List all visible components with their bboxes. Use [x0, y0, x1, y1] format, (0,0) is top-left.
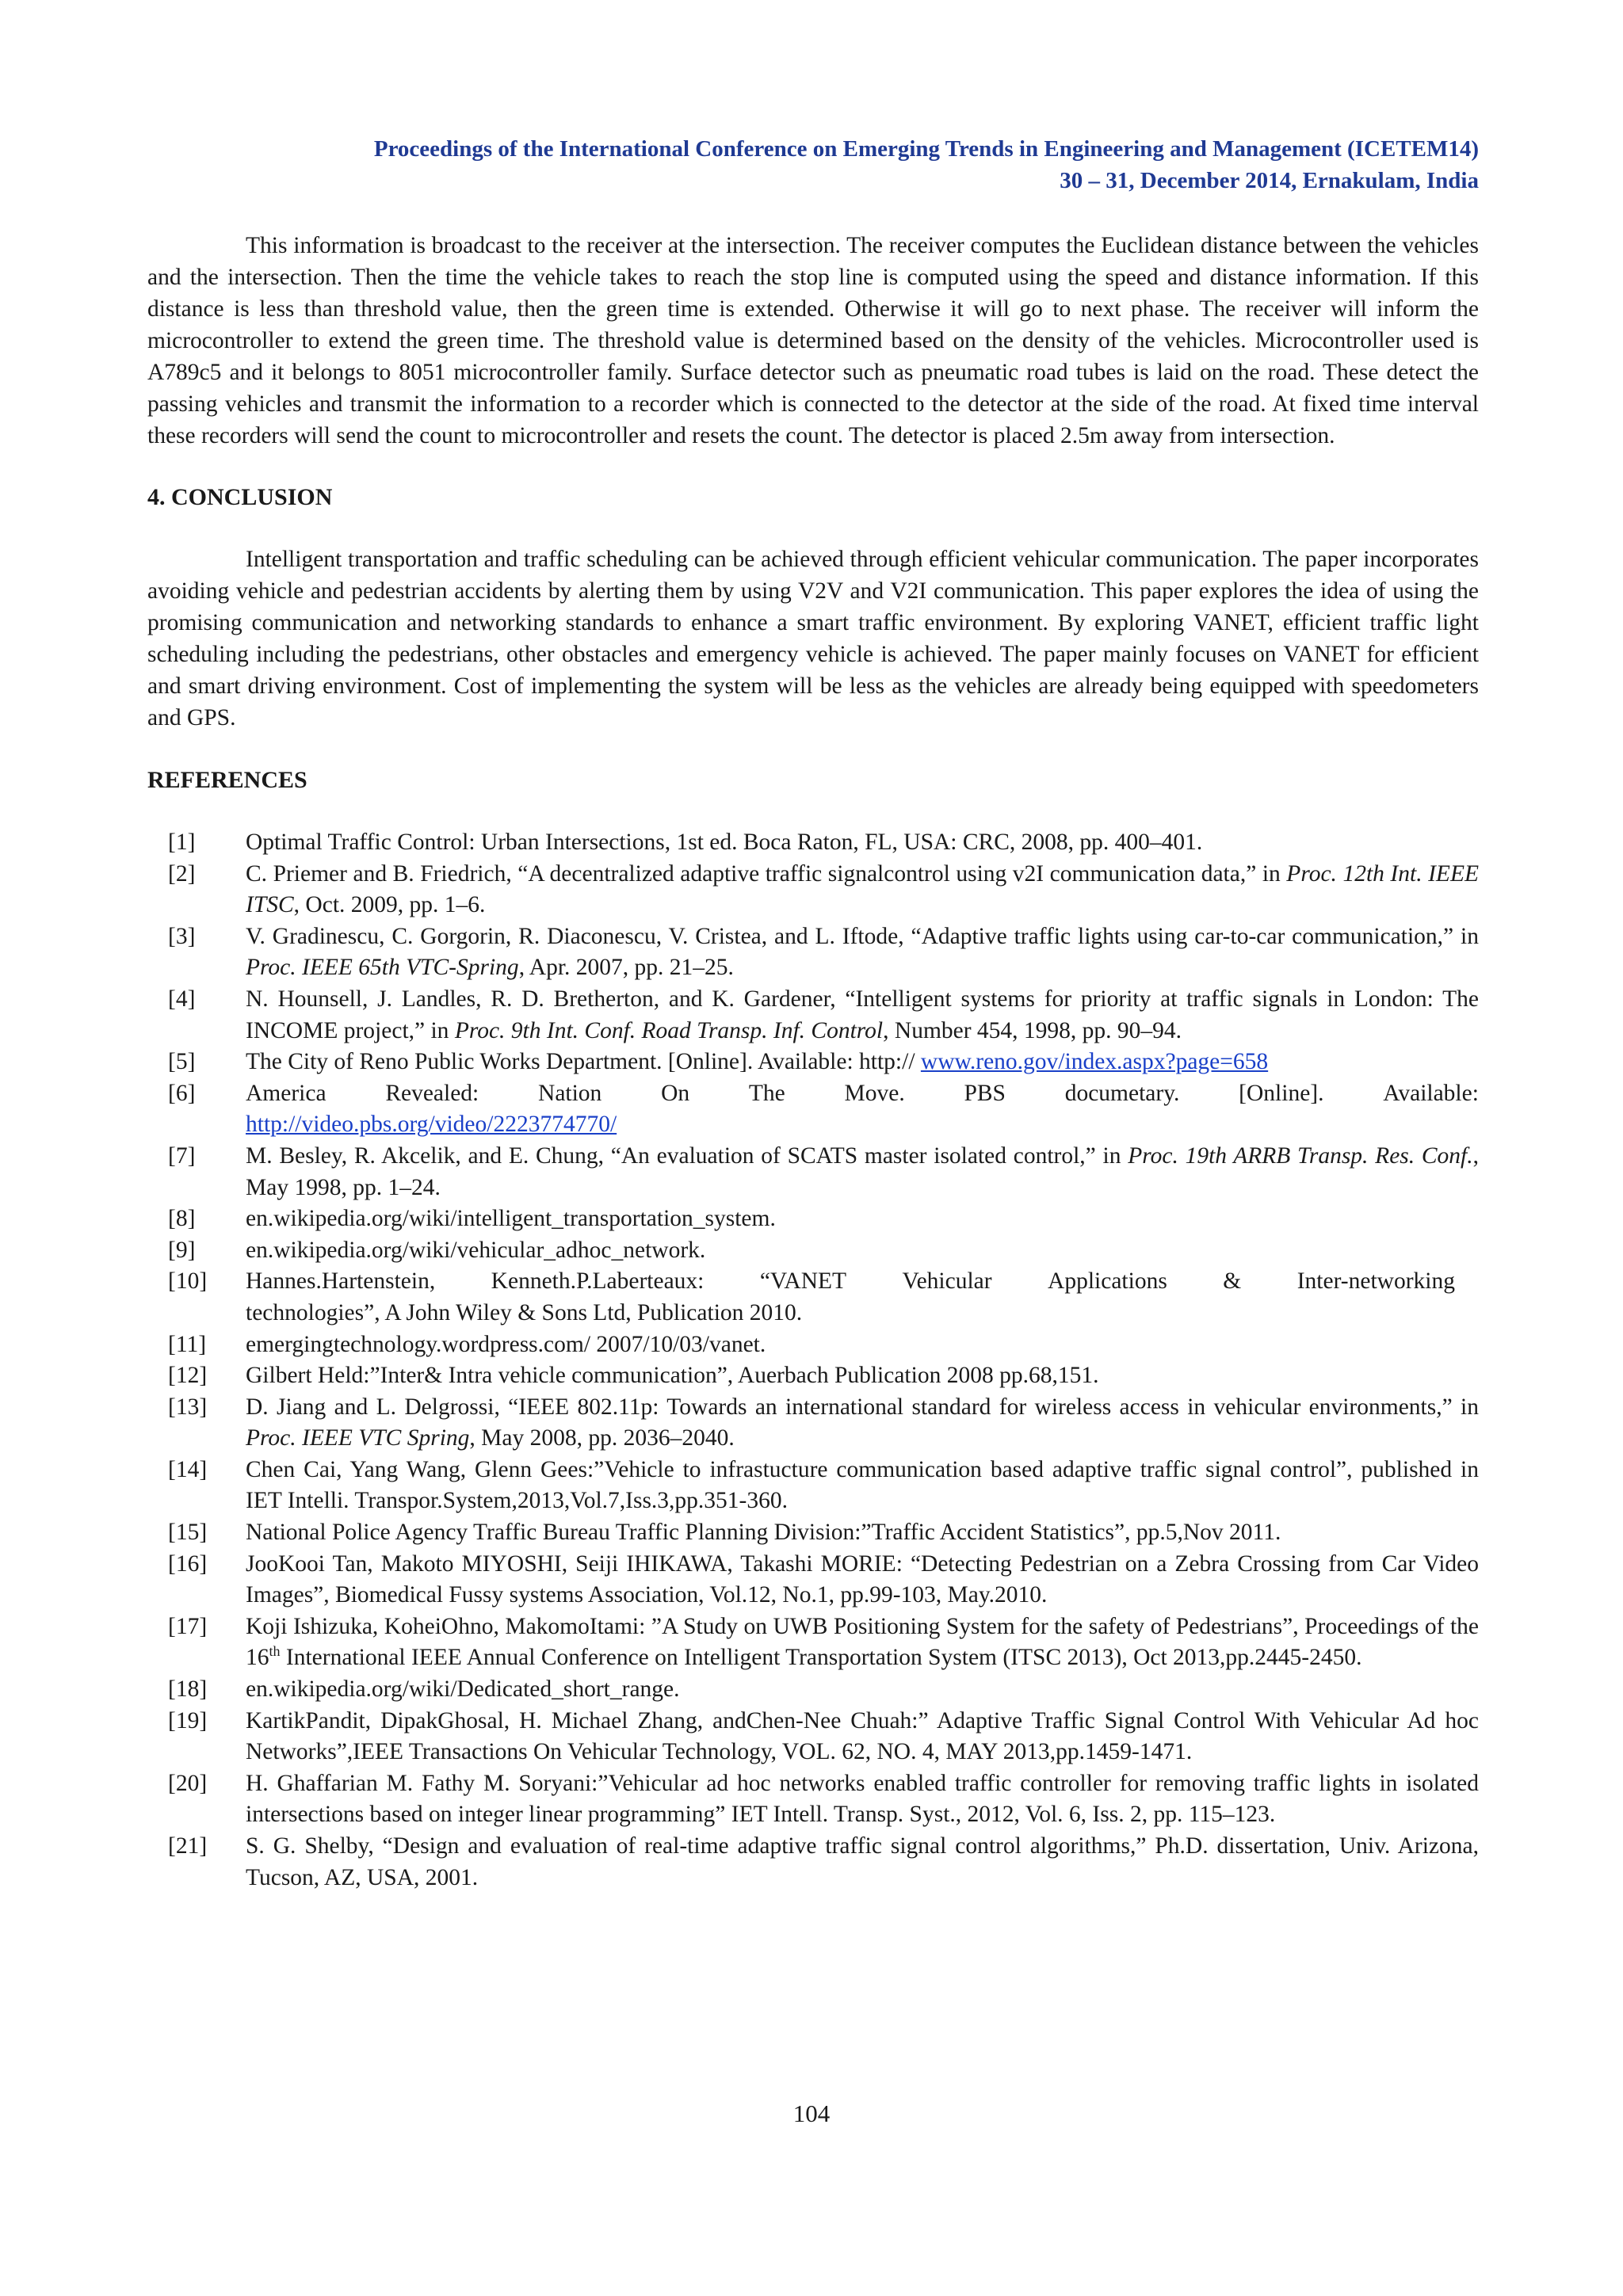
reference-item — [147, 1768, 1479, 1831]
reference-word: America — [246, 1080, 327, 1106]
reference-word: “VANET — [759, 1268, 847, 1295]
reference-authors-title: The City of Reno Public Works Department. [Online]. Available: http:// — [246, 1049, 921, 1075]
reference-item — [147, 1455, 1479, 1517]
reference-text — [246, 1049, 1268, 1074]
reference-text: KartikPandit, DipakGhosal, H. Michael Zhang, andChen-Nee Chuah:” Adaptive Traffic Signal Control With Vehicular Ad hoc Networks”,IEEE Transactions On Vehicular Technology, VOL. 62, NO. 4, MAY 2013,pp.1459-1471. — [246, 1707, 1479, 1765]
reference-number: [7] — [168, 1142, 196, 1169]
reference-number: [19] — [168, 1707, 208, 1733]
reference-text: Chen Cai, Yang Wang, Glenn Gees:”Vehicle to infrastucture communication based adaptive traffic signal control”, published in IET Intelli. Transpor.System,2013,Vol.7,Iss.3,pp.351-360. — [246, 1456, 1479, 1514]
reference-text: emergingtechnology.wordpress.com/ 2007/10/03/vanet. — [246, 1331, 766, 1357]
reference-text: National Police Agency Traffic Bureau Traffic Planning Division:”Traffic Accident Statistics”, pp.5,Nov 2011. — [246, 1520, 1281, 1546]
reference-word: & — [1223, 1268, 1242, 1295]
reference-authors-title: D. Jiang and L. Delgrossi, “IEEE 802.11p: Towards an international standard for wireless access in vehicular environments,” in — [246, 1394, 1479, 1420]
reference-details: , May 2008, pp. 2036–2040. — [469, 1425, 735, 1451]
reference-item — [147, 984, 1479, 1047]
reference-item — [147, 1078, 1479, 1141]
reference-item — [147, 1203, 1479, 1235]
reference-word: [Online]. — [1239, 1080, 1324, 1106]
reference-item — [147, 827, 1479, 859]
reference-text: Optimal Traffic Control: Urban Intersections, 1st ed. Boca Raton, FL, USA: CRC, 2008, pp. 400–401. — [246, 830, 1203, 855]
reference-word: Vehicular — [902, 1268, 992, 1295]
reference-details: , May 1998, pp. 1–24. — [246, 1142, 1480, 1200]
reference-authors-title: Koji Ishizuka, KoheiOhno, MakomoItami: ”A Study on UWB Positioning System for the safety of Pedestrians”, Proceedings of the 16 — [246, 1613, 1479, 1671]
reference-item — [147, 1706, 1479, 1768]
reference-word: Inter-networking — [1296, 1268, 1455, 1295]
reference-item — [147, 1266, 1479, 1329]
reference-word: Applications — [1048, 1268, 1167, 1295]
reference-details: , Number 454, 1998, pp. 90–94. — [883, 1017, 1182, 1043]
reference-item — [147, 1047, 1479, 1078]
reference-spread-line — [246, 1266, 1479, 1298]
reference-text — [246, 1143, 1479, 1200]
reference-word: documetary. — [1064, 1080, 1180, 1106]
reference-word: Nation — [538, 1080, 602, 1106]
reference-authors-title: C. Priemer and B. Friedrich, “A decentralized adaptive traffic signalcontrol using v2I communication data,” in — [246, 860, 1287, 887]
paper-page — [147, 133, 1479, 1894]
reference-text — [246, 924, 1479, 981]
reference-item — [147, 1611, 1479, 1674]
reference-number: [20] — [168, 1770, 208, 1796]
reference-text: en.wikipedia.org/wiki/vehicular_adhoc_network. — [246, 1237, 706, 1263]
reno-link[interactable]: www.reno.gov/index.aspx?page=658 — [920, 1049, 1269, 1075]
reference-spread-line — [246, 1078, 1479, 1110]
reference-authors-title: N. Hounsell, J. Landles, R. D. Bretherton, and K. Gardener, “Intelligent systems for priority at traffic signals in London: The INCOME project,” in — [246, 986, 1479, 1043]
reference-venue: Proc. 12th Int. IEEE ITSC — [246, 860, 1479, 918]
reference-number: [4] — [168, 986, 196, 1012]
reference-number: [18] — [168, 1676, 208, 1703]
reference-authors-title: V. Gradinescu, C. Gorgorin, R. Diaconescu, V. Cristea, and L. Iftode, “Adaptive traffic lights using car-to-car communication,” in — [246, 923, 1479, 949]
reference-authors-title: M. Besley, R. Akcelik, and E. Chung, “An evaluation of SCATS master isolated control,” in — [246, 1142, 1128, 1169]
reference-text: S. G. Shelby, “Design and evaluation of real-time adaptive traffic signal control algorithms,” Ph.D. dissertation, Univ. Arizona, Tucson, AZ, USA, 2001. — [246, 1833, 1479, 1890]
reference-text — [246, 1266, 1479, 1329]
body-paragraph-1: This information is broadcast to the receiver at the intersection. The receiver computes the Euclidean distance between the vehicles and the intersection. Then the time the vehicle takes to reach the stop line is computed using the speed and distance information. If this distance is less than threshold value, then the green time is extended. Otherwise it will go to next phase. The receiver will inform the microcontroller to extend the green time. The threshold value is determined based on the density of the vehicles. Microcontroller used is A789c5 and it belongs to 8051 microcontroller family. Surface detector such as pneumatic road tubes is laid on the road. These detect the passing vehicles and transmit the information to a recorder which is connected to the detector at the side of the road. At fixed time interval these recorders will send the count to microcontroller and resets the count. The detector is placed 2.5m away from intersection. — [147, 233, 1479, 448]
reference-text: en.wikipedia.org/wiki/Dedicated_short_range. — [246, 1676, 680, 1703]
reference-number: [2] — [168, 860, 196, 887]
reference-venue: Proc. IEEE VTC Spring — [246, 1425, 470, 1451]
reference-word: PBS — [964, 1080, 1006, 1106]
conclusion-paragraph: Intelligent transportation and traffic scheduling can be achieved through efficient vehicular communication. The paper incorporates avoiding vehicle and pedestrian accidents by alerting them by using V2V and V2I communication. This paper explores the idea of using the promising communication and networking standards to enhance a smart traffic environment. By exploring VANET, efficient traffic light scheduling including the pedestrians, other obstacles and emergency vehicle is achieved. The paper mainly focuses on VANET for efficient and smart driving environment. Cost of implementing the system will be less as the vehicles are already being equipped with speedometers and GPS. — [147, 547, 1479, 730]
reference-item — [147, 1141, 1479, 1203]
reference-item — [147, 1517, 1479, 1549]
reference-item — [147, 921, 1479, 984]
reference-item — [147, 859, 1479, 921]
reference-word: The — [748, 1080, 785, 1106]
references-list — [147, 827, 1479, 1894]
reference-word: On — [661, 1080, 690, 1106]
reference-text — [246, 861, 1479, 918]
reference-details: International IEEE Annual Conference on Intelligent Transportation System (ITSC 2013), Oct 2013,pp.2445-2450. — [280, 1645, 1362, 1671]
reference-venue: Proc. 19th ARRB Transp. Res. Conf. — [1128, 1142, 1473, 1169]
reference-text: en.wikipedia.org/wiki/intelligent_transportation_system. — [246, 1206, 776, 1232]
reference-item — [147, 1831, 1479, 1894]
reference-text — [246, 986, 1479, 1043]
reference-word: Hannes.Hartenstein, — [246, 1268, 436, 1295]
reference-number: [6] — [168, 1080, 196, 1106]
reference-number: [14] — [168, 1456, 208, 1482]
header-date-location: 30 – 31, December 2014, Ernakulam, India — [1060, 168, 1479, 193]
reference-number: [16] — [168, 1550, 208, 1577]
reference-text: Gilbert Held:”Inter& Intra vehicle communication”, Auerbach Publication 2008 pp.68,151. — [246, 1363, 1099, 1389]
reference-item — [147, 1360, 1479, 1392]
proceedings-header — [147, 133, 1479, 196]
reference-number: [5] — [168, 1049, 196, 1075]
reference-number: [11] — [168, 1331, 207, 1357]
reference-item — [147, 1549, 1479, 1611]
reference-text: H. Ghaffarian M. Fathy M. Soryani:”Vehicular ad hoc networks enabled traffic controller for removing traffic lights in isolated intersections based on integer linear programming” IET Intell. Transp. Syst., 2012, Vol. 6, Iss. 2, pp. 115–123. — [246, 1770, 1479, 1828]
reference-details: , Oct. 2009, pp. 1–6. — [293, 892, 486, 918]
reference-item — [147, 1392, 1479, 1455]
reference-number: [8] — [168, 1206, 196, 1232]
reference-text — [246, 1394, 1479, 1451]
reference-item — [147, 1674, 1479, 1706]
reference-word: Revealed: — [385, 1080, 479, 1106]
reference-word: Move. — [844, 1080, 905, 1106]
reference-venue: Proc. IEEE 65th VTC-Spring — [246, 955, 519, 981]
reference-number: [10] — [168, 1268, 208, 1295]
reference-number: [15] — [168, 1520, 208, 1546]
references-heading: REFERENCES — [147, 767, 307, 793]
reference-number: [1] — [168, 830, 196, 855]
page-number: 104 — [792, 2100, 831, 2127]
reference-text — [246, 1614, 1479, 1671]
pbs-link[interactable]: http://video.pbs.org/video/2223774770/ — [246, 1112, 617, 1138]
reference-venue: Proc. 9th Int. Conf. Road Transp. Inf. Control — [454, 1017, 884, 1043]
reference-details: technologies”, A John Wiley & Sons Ltd, Publication 2010. — [246, 1299, 803, 1325]
reference-number: [3] — [168, 923, 196, 949]
reference-item — [147, 1329, 1479, 1361]
reference-text: JooKooi Tan, Makoto MIYOSHI, Seiji IHIKAWA, Takashi MORIE: “Detecting Pedestrian on a Zebra Crossing from Car Video Images”, Biomedical Fussy systems Association, Vol.12, No.1, pp.99-103, May.2010. — [246, 1550, 1479, 1608]
conclusion-heading: 4. CONCLUSION — [147, 484, 333, 510]
reference-details: , Apr. 2007, pp. 21–25. — [518, 955, 734, 981]
reference-number: [12] — [168, 1363, 208, 1389]
ordinal-superscript: th — [269, 1643, 281, 1660]
reference-word: Available: — [1383, 1080, 1479, 1106]
reference-number: [13] — [168, 1394, 208, 1420]
reference-number: [17] — [168, 1613, 208, 1639]
reference-number: [21] — [168, 1833, 208, 1859]
reference-word: Kenneth.P.Laberteaux: — [491, 1268, 705, 1295]
reference-text — [246, 1078, 1479, 1141]
reference-number: [9] — [168, 1237, 196, 1263]
header-title: Proceedings of the International Conference on Emerging Trends in Engineering and Management (ICETEM14) — [373, 136, 1479, 162]
reference-item — [147, 1235, 1479, 1267]
